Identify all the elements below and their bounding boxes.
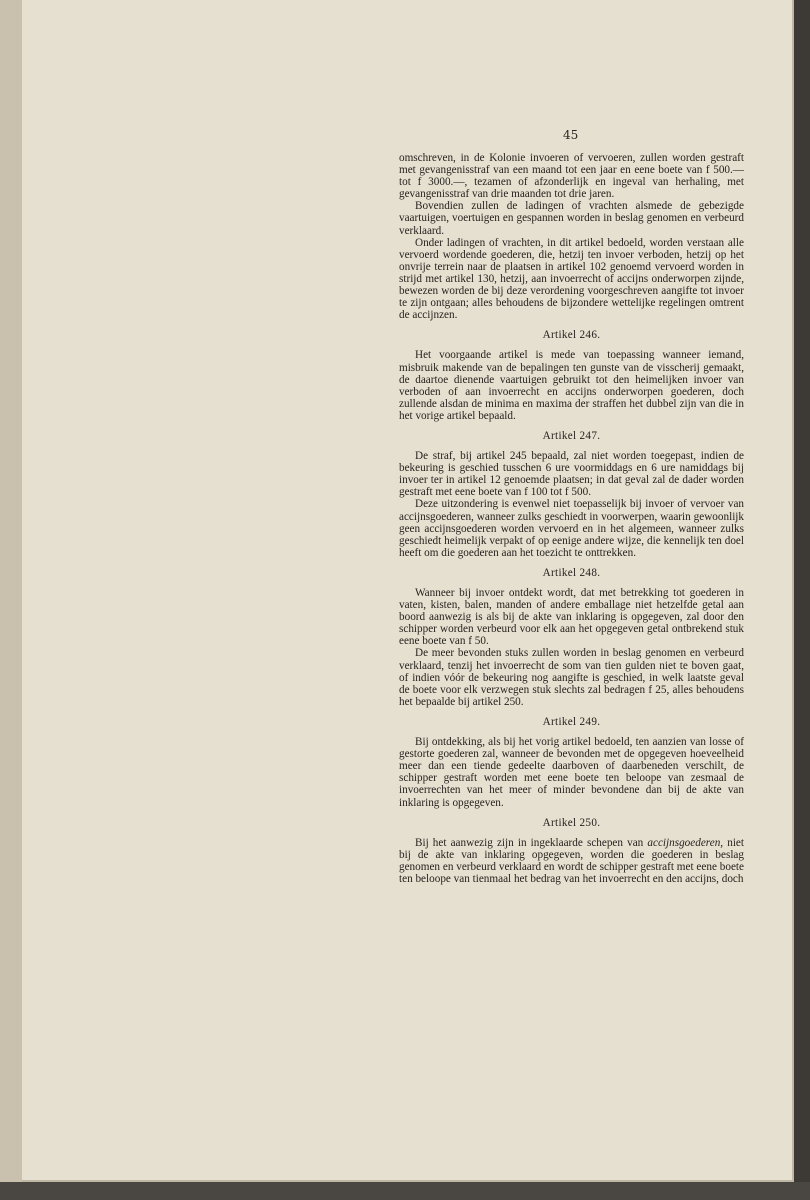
text-column <box>399 152 744 885</box>
scan-background-bottom <box>0 1182 810 1200</box>
article-heading-246: Artikel 246. <box>542 329 601 342</box>
article-247-paragraph: De straf, bij artikel 245 bepaald, zal niet worden toegepast, indien de bekeuring is geschied tusschen 6 ure voormiddags en 6 ure namiddags bij invoer ter in artikel 12 genoemde plaatsen; in dat geval zal de dader worden gestraft met eene boete van f 100 tot f 500. <box>399 450 744 499</box>
intro-paragraph: Bovendien zullen de ladingen of vrachten alsmede de gebezigde vaartuigen, voertuigen en gespannen worden in beslag genomen en verbeurd verklaard. <box>399 200 744 237</box>
article-250-emphasis: accijnsgoederen, <box>647 836 724 849</box>
scan-background-right <box>794 0 810 1200</box>
previous-page-edge <box>0 0 23 1200</box>
intro-paragraph: Onder ladingen of vrachten, in dit artikel bedoeld, worden verstaan alle vervoerd wordende goederen, die, hetzij ten invoer verboden, hetzij op het onvrije terrein naar de plaatsen in artikel 102 genoemd vervoerd worden in strijd met artikel 130, hetzij, aan invoerrecht of accijns onderworpen zijnde, bewezen worden de bij deze verordening voorgeschreven aangifte tot invoer te zijn ontgaan; alles behoudens de bijzondere wettelijke regelingen omtrent de accijnzen. <box>399 236 744 322</box>
intro-paragraph: omschreven, in de Kolonie invoeren of vervoeren, zullen worden gestraft met gevangenisstraf van een maand tot een jaar en eene boete van f 500.— tot f 3000.—, tezamen of afzonderlijk en ingeval van herhaling, met gevangenisstraf van drie maanden tot drie jaren. <box>399 152 744 201</box>
article-250-rest: niet bij de akte van inklaring opgegeven, worden die goederen in beslag genomen en verbeurd verklaard en wordt de schipper gestraft met eene boete ten beloope van tienmaal het bedrag van het invoerrecht en den accijns, doch <box>399 836 744 885</box>
article-250-paragraph <box>399 837 744 885</box>
page-number: 45 <box>563 128 579 142</box>
article-heading-249: Artikel 249. <box>542 715 601 728</box>
article-247-paragraph: Deze uitzondering is evenwel niet toepasselijk bij invoer of vervoer van accijnsgoederen, wanneer zulks geschiedt in voorwerpen, waarin gewoonlijk geen accijnsgoederen worden vervoerd en in het algemeen, wanneer zulks geschiedt heimelijk verpakt of op eenige andere wijze, die kennelijk ten doel heeft om die goederen aan het toezicht te onttrekken. <box>399 498 744 559</box>
article-246-paragraph: Het voorgaande artikel is mede van toepassing wanneer iemand, misbruik makende van de bepalingen ten gunste van de visscherij gemaakt, de daartoe dienende vaartuigen gebruikt tot den heimelijken invoer van verboden of aan invoerrecht en accijns onderworpen goederen, doch zullende alsdan de minima en maxima der straffen het dubbel zijn van die in het vorige artikel bepaald. <box>399 349 744 422</box>
article-248-paragraph: De meer bevonden stuks zullen worden in beslag genomen en verbeurd verklaard, tenzij het invoerrecht de som van tien gulden niet te boven gaat, of indien vóór de bekeuring nog aangifte is geschied, in welk laatste geval de boete voor elk verzwegen stuk slechts zal bedragen f 25, alles behoudens het bepaalde bij artikel 250. <box>399 647 744 708</box>
article-249-paragraph: Bij ontdekking, als bij het vorig artikel bedoeld, ten aanzien van losse of gestorte goederen zal, wanneer de bevonden met de opgegeven hoeveelheid meer dan een tiende gedeelte daarboven of daarbeneden verschilt, de schipper gestraft worden met eene boete ten beloope van zesmaal de invoerrechten van het meer of minder bevondene dan bij de akte van inklaring is opgegeven. <box>399 736 744 809</box>
article-heading-250: Artikel 250. <box>542 816 601 829</box>
article-250-lead: Bij het aanwezig zijn in ingeklaarde schepen van <box>415 836 644 849</box>
article-248-paragraph: Wanneer bij invoer ontdekt wordt, dat met betrekking tot goederen in vaten, kisten, balen, manden of andere emballage niet hetzelfde getal aan boord aanwezig is als bij de akte van inklaring is opgegeven, zal door den schipper worden verbeurd voor elk aan het opgegeven getal ontbrekend stuk eene boete van f 50. <box>399 587 744 648</box>
article-heading-247: Artikel 247. <box>542 429 601 442</box>
article-heading-248: Artikel 248. <box>542 566 601 579</box>
